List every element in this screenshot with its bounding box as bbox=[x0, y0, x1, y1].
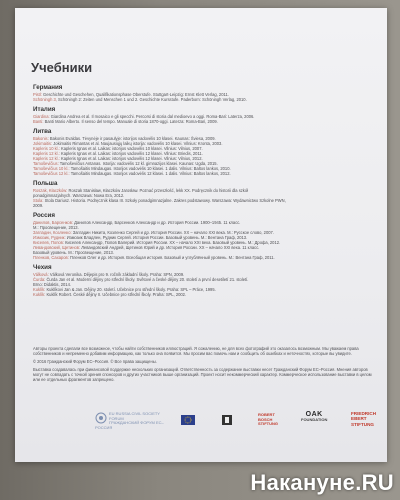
entry-citation: Tamošaitis Mindaugas. Istorijos vadovėlis 12 klasei. 1 dalis. Vilnius: Baltos lankos, 2012. bbox=[70, 171, 231, 176]
entry-citation: М.: Просвещение, 2013. bbox=[33, 225, 79, 230]
entry-short-ref: Kuklík: bbox=[33, 292, 46, 297]
bibliography bbox=[33, 84, 378, 301]
entry-short-ref: Schöningh 3, bbox=[33, 97, 57, 102]
entry-short-ref: Tamoševičius: bbox=[33, 161, 59, 166]
entry-citation: Пленков Олег и др. История. Всеобщая история. Базовый и углублённый уровень. М.: Вентана Граф, 2011. bbox=[70, 255, 275, 260]
entry-citation: Киселев Александр, Попов Валерий. История России. XX – начало XXI века. Базовый уровень. М.: Дрофа, 2012. bbox=[65, 240, 281, 245]
country-heading: Польша bbox=[33, 180, 58, 187]
entry-short-ref: Roszak, Kłaczków: bbox=[33, 188, 68, 193]
entry-short-ref: Загладин, Козленко: bbox=[33, 230, 72, 235]
entry-short-ref: Kuklík: bbox=[33, 287, 46, 292]
ebert-foundation-logo bbox=[351, 411, 376, 427]
oak-logo-line1: OAK bbox=[305, 411, 323, 418]
entry-citation: Roszak Stanisław, Kłaczków Jarosław. Poznać przeszłość, lekk XX. Podręcznik do historii dla szkół bbox=[68, 188, 249, 193]
textbook-entry bbox=[33, 292, 378, 297]
partner-emblem-icon bbox=[221, 414, 233, 426]
entry-short-ref: Jokimaitis: bbox=[33, 141, 53, 146]
entry-citation: Kapleris Ignas et al. Laikas: istorijos vadovėlis 12 klasei. Vilnius: Vilnius, 2012. bbox=[61, 156, 203, 161]
forum-logo bbox=[95, 412, 167, 430]
country-section bbox=[33, 128, 378, 176]
entry-short-ref: Tamoševičius 10 kl.: bbox=[33, 166, 70, 171]
country-section bbox=[33, 264, 378, 297]
forum-emblem-icon bbox=[95, 412, 107, 424]
page-title: Учебники bbox=[31, 60, 93, 75]
ebert-logo-line1: FRIEDRICH bbox=[351, 411, 377, 416]
entry-citation: Kuklík Robert. České dějiny II. Učebnice pro střední školy. Praha: SPL, 2002. bbox=[46, 292, 187, 297]
entry-citation: Kapleris Ignas et al. Laikas: istorijos vadovėlis 10 klasei. Vilnius: Vilnius, 2007. bbox=[61, 146, 203, 151]
ebert-logo-line3: STIFTUNG bbox=[351, 421, 374, 427]
country-heading: Италия bbox=[33, 106, 56, 113]
entry-citation: Загладин Никита, Козленко Сергей и др. История России. XX – начало XXI века. М.: Русское слово, 2007. bbox=[72, 230, 274, 235]
entry-citation: Kapleris Ignas et al. Laikas: istorijos vadovėlis 12 klasei. Vilnius: Briedis, 2011. bbox=[61, 151, 203, 156]
entry-citation: Banti Mario Alberto. Il senso del tempo. Manuale di storia 1870-oggi. Laterza: Roma-Bari, 2009. bbox=[44, 119, 218, 124]
entry-short-ref: Измозик, Рудник: bbox=[33, 235, 66, 240]
entry-citation: Schöningh 2: Zeiten und Menschen 1 und 2. Geschichte Kursstufe. Paderborn: Schöningh Verlag, 2010. bbox=[58, 97, 247, 102]
note-copyright: © 2016 Гражданский Форум ЕС–Россия. © Все права защищены. bbox=[33, 359, 157, 364]
bosch-logo-line2: BOSCH bbox=[258, 416, 273, 422]
entry-citation: Левандовский Андрей, Щетинов Юрий и др. История России. XX – начало XXI века. 11 класс. bbox=[81, 245, 260, 250]
entry-short-ref: Kapleris 10 kl.: bbox=[33, 146, 60, 151]
entry-citation: Jokimaitis Rimantas et al. Naujausiųjų laikų istorija: vadovėlis 10 klasei. Vilnius: Kronta, 2003. bbox=[53, 141, 223, 146]
eu-flag-icon bbox=[181, 415, 195, 425]
partner-logo bbox=[221, 414, 233, 426]
entry-short-ref: Stola: bbox=[33, 198, 44, 203]
entry-short-ref: Banti: bbox=[33, 119, 44, 124]
textbook-entry bbox=[33, 171, 378, 176]
entry-citation: Данилов Александр, Барсенков Александр и др. История России. 1900–1945. 11 класс. bbox=[74, 220, 241, 225]
sponsor-logos bbox=[33, 408, 378, 432]
textbook-entry bbox=[33, 203, 378, 208]
entry-short-ref: Giardina: bbox=[33, 114, 50, 119]
watermark-text: Накануне.RU bbox=[250, 470, 394, 495]
entry-citation: Stola Dariusz. Historia. Podręcznik klasa III. Szkoły ponadgimnazjalne. Zakres podstawowy. Warszawa: Wydawnictwo Szkolne PWN, bbox=[44, 198, 286, 203]
forum-logo-line2: ГРАЖДАНСКИЙ ФОРУМ ЕС–РОССИЯ bbox=[95, 420, 164, 430]
country-section bbox=[33, 180, 378, 208]
entry-short-ref: Данилов, Барсенков: bbox=[33, 220, 74, 225]
country-section bbox=[33, 106, 378, 124]
oak-foundation-logo bbox=[301, 411, 327, 423]
entry-short-ref: Kapleris 12 kl.: bbox=[33, 156, 60, 161]
bosch-logo-line3: STIFTUNG bbox=[258, 421, 278, 427]
bosch-logo-line1: ROBERT bbox=[258, 412, 275, 417]
entry-short-ref: Pistl: bbox=[33, 92, 42, 97]
bosch-foundation-logo bbox=[258, 413, 278, 427]
entry-short-ref: Bakonis: bbox=[33, 136, 49, 141]
entry-citation: Čurda Jan et al. Moderní dějiny pro střední školy. Světové a české dějiny 20. století a první desetiletí 21. století. bbox=[46, 277, 249, 282]
entry-short-ref: Čurda: bbox=[33, 277, 46, 282]
entry-citation: Tamošaitis Mindaugas. Istorijos vadovėlis 10 klasei. 1 dalis. Vilnius: Baltos lankos, 2010. bbox=[70, 166, 231, 171]
entry-short-ref: Tamoševičius 12 kl.: bbox=[33, 171, 70, 176]
entry-citation: Tamoševičius Antanas. Istorija: vadovėlis 12 kl. gimnazijos klasei. Kaunas: Ugda, 2015. bbox=[59, 161, 218, 166]
entry-citation: Válková Veronika. Dějepis pro 9. ročník základní školy. Praha: SPN, 2009. bbox=[49, 272, 185, 277]
entry-citation: 2009. bbox=[33, 203, 44, 208]
exhibition-panel bbox=[15, 8, 387, 462]
entry-citation: Kuklíkovi Jan & Jan. Dějiny 20. století. Učebnice pro střední školy. Praha: SPL – Práce, 1995. bbox=[46, 287, 216, 292]
textbook-entry bbox=[33, 119, 378, 124]
ebert-logo-line2: EBERT bbox=[351, 416, 367, 422]
entry-short-ref: Kapleris 12 kl.: bbox=[33, 151, 60, 156]
entry-citation: Brno: Didaktis, 2014. bbox=[33, 282, 72, 287]
entry-short-ref: Киселев, Попов: bbox=[33, 240, 64, 245]
entry-citation: Giardina Andrea et al. Il mosaico e gli specchi. Percorsi di storia dal medioevo a oggi. Roma-Bari: Laterza, 2006. bbox=[50, 114, 255, 119]
country-section bbox=[33, 84, 378, 102]
oak-logo-line2: FOUNDATION bbox=[301, 417, 328, 422]
textbook-entry bbox=[33, 97, 378, 102]
country-section bbox=[33, 212, 378, 260]
textbook-entry bbox=[33, 255, 378, 260]
country-heading: Россия bbox=[33, 212, 55, 219]
entry-citation: Базовый уровень. М.: Просвещение, 2013. bbox=[33, 250, 114, 255]
country-heading: Чехия bbox=[33, 264, 52, 271]
note-funding: Выставка создавалась при финансовой поддержке нескольких организаций. Ответственность за содержание выставки несет Гражданский Форум ЕС–Россия. Мнения авторов могут не совпадать с точкой зрения спонсоров и других участников выше организаций. Проект носит некоммерческий характер. Коммерческое использование выставки в целом или ее отдельных фрагментов запрещено. bbox=[33, 367, 372, 382]
entry-short-ref: Левандовский, Щетинов: bbox=[33, 245, 81, 250]
entry-short-ref: Пленков, Сахаров: bbox=[33, 255, 69, 260]
entry-citation: Bakonis Evaldas. Tėvynėje ir pasaulyje: istorijos vadovėlis 10 klasei. Kaunas: Šviesa, 2009. bbox=[49, 136, 216, 141]
entry-short-ref: Válková: bbox=[33, 272, 49, 277]
note-copyright-disclaimer: Авторы проекта сделали все возможное, чтобы найти собственников иллюстраций. Я сожалению, не для всех фотографий это оказалось возможным. Мы уважаем права собственников и непременно добавим информацию, как только она появится. Мы просим вас помочь нам и сообщить об ошибках и неточностях, которые вы увидите. bbox=[33, 346, 359, 356]
entry-citation: Geschichte und Geschehen, Qualifikationsphase Oberstufe. Stuttgart-Leipzig: Ernst Klett Verlag, 2011. bbox=[43, 92, 229, 97]
entry-citation: ponadgimnazjalnych. Warszawa: Nowa Era, 2012. bbox=[33, 193, 125, 198]
country-heading: Германия bbox=[33, 84, 63, 91]
entry-citation: Измозик Владлен, Рудник Сергей. История России. Базовый уровень. М.: Вентана Граф, 2013. bbox=[66, 235, 248, 240]
eu-flag-logo bbox=[181, 415, 195, 425]
forum-logo-line1: EU RUSSIA CIVIL SOCIETY FORUM bbox=[109, 411, 160, 421]
country-heading: Литва bbox=[33, 128, 52, 135]
notes-block bbox=[33, 346, 373, 385]
